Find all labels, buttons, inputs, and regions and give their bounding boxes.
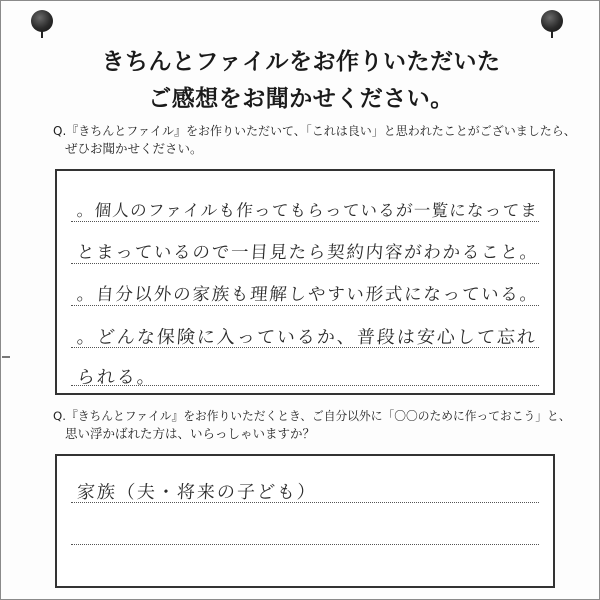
ruled-line <box>71 544 539 545</box>
form-title-line1: きちんとファイルをお作りいただいた <box>101 49 501 75</box>
question-1-line2: ぜひお聞かせください。 <box>65 141 203 156</box>
question-2-line1: Q.『きちんとファイル』をお作りいただくとき、ご自分以外に「〇〇のために作っておこう」と、 <box>53 409 571 423</box>
answer-1-line4: 。どんな保険に入っているか、普段は安心して忘れ <box>76 327 538 348</box>
answer-2-box[interactable] <box>55 454 555 588</box>
question-1-line1: Q.『きちんとファイル』をお作りいただいて、「これは良い」と思われたことがございましたら、 <box>53 124 576 138</box>
ruled-line <box>71 221 539 222</box>
question-2-line2: 思い浮かばれた方は、いらっしゃいますか？ <box>65 426 316 441</box>
answer-1-line5: られる。 <box>76 367 158 388</box>
answer-1-line2: とまっているので一目見たら契約内容がわかること。 <box>76 243 540 263</box>
form-title-line2: ご感想をお聞かせください。 <box>148 86 454 112</box>
answer-1-box[interactable] <box>55 169 555 395</box>
question-2 <box>53 408 573 442</box>
answer-1-line1: 。個人のファイルも作ってもらっているが一覧になってま <box>76 201 539 220</box>
question-1 <box>53 123 576 157</box>
answer-2-line1: 家族（夫・将来の子ども） <box>76 482 318 503</box>
pushpin-icon <box>31 10 53 32</box>
answer-1-line3: 。自分以外の家族も理解しやすい形式になっている。 <box>76 285 540 305</box>
pushpin-icon <box>541 10 563 32</box>
edge-mark <box>2 356 10 358</box>
